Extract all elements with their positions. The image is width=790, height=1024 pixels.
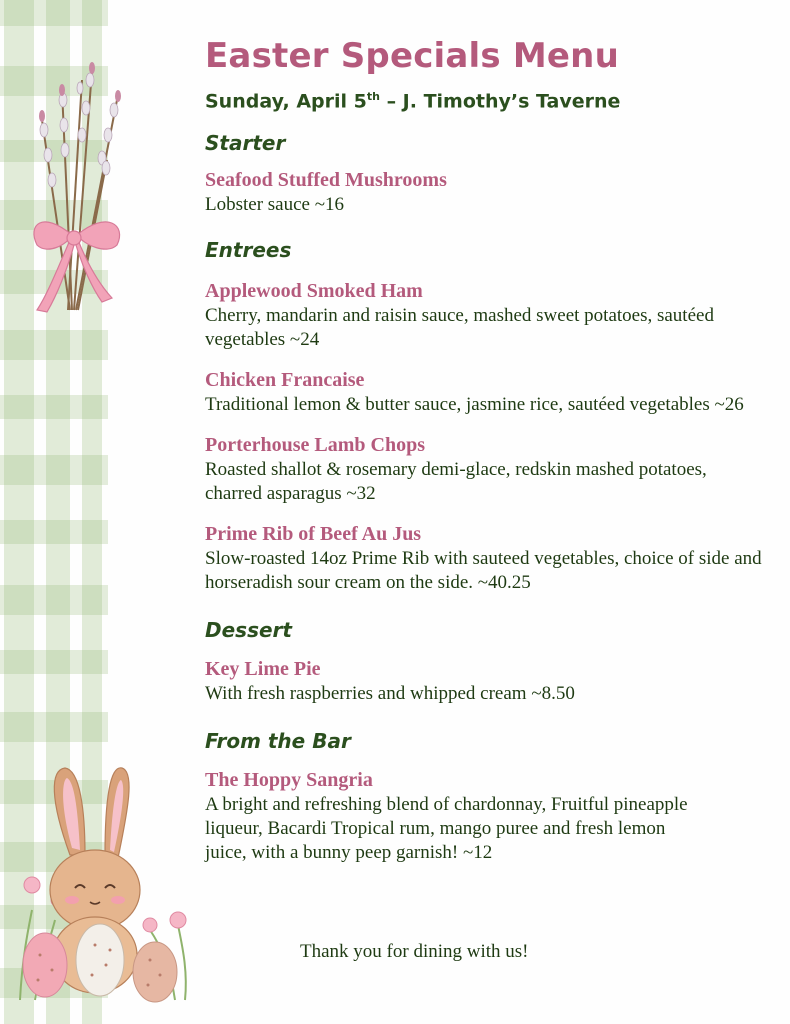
menu-item: [205, 368, 765, 417]
item-description: Cherry, mandarin and raisin sauce, mashed sweet potatoes, sautéed vegetables ~24: [205, 305, 714, 351]
section-heading: Dessert: [205, 618, 292, 643]
menu-item: [205, 433, 765, 506]
item-name: Seafood Stuffed Mushrooms: [205, 169, 447, 192]
item-name: Chicken Francaise: [205, 369, 365, 392]
item-name: Applewood Smoked Ham: [205, 280, 423, 303]
menu-content: [205, 36, 765, 865]
subtitle-venue: – J. Timothy’s Taverne: [379, 90, 621, 113]
section-heading: Starter: [205, 131, 286, 156]
menu-item: [205, 768, 765, 865]
item-description: With fresh raspberries and whipped cream ~8.50: [205, 683, 575, 705]
section-heading: Entrees: [205, 238, 292, 263]
item-description: Slow-roasted 14oz Prime Rib with sauteed vegetables, choice of side and horseradish sour cream on the side. ~40.25: [205, 548, 762, 594]
item-description: A bright and refreshing blend of chardonnay, Fruitful pineapple liqueur, Bacardi Tropical rum, mango puree and fresh lemon juice, with a bunny peep garnish! ~12: [205, 794, 688, 864]
item-description: Traditional lemon & butter sauce, jasmine rice, sautéed vegetables ~26: [205, 394, 744, 416]
subtitle-ordinal: th: [366, 90, 380, 103]
item-name: Key Lime Pie: [205, 658, 321, 681]
subtitle-date: Sunday, April 5: [205, 90, 367, 113]
menu-item: [205, 657, 765, 706]
menu-title: Easter Specials Menu: [205, 36, 619, 76]
item-name: Prime Rib of Beef Au Jus: [205, 523, 422, 546]
item-description: Roasted shallot & rosemary demi-glace, redskin mashed potatoes, charred asparagus ~32: [205, 459, 707, 505]
menu-item: [205, 168, 765, 217]
item-name: The Hoppy Sangria: [205, 769, 373, 792]
item-name: Porterhouse Lamb Chops: [205, 434, 426, 457]
section-heading: From the Bar: [205, 729, 351, 754]
menu-subtitle: [205, 84, 765, 114]
item-description: Lobster sauce ~16: [205, 194, 345, 216]
easter-bunny-icon: [10, 760, 200, 1010]
thank-you-note: Thank you for dining with us!: [300, 941, 529, 962]
pussy-willow-icon: [22, 50, 132, 320]
menu-item: [205, 279, 765, 352]
menu-item: [205, 522, 765, 595]
